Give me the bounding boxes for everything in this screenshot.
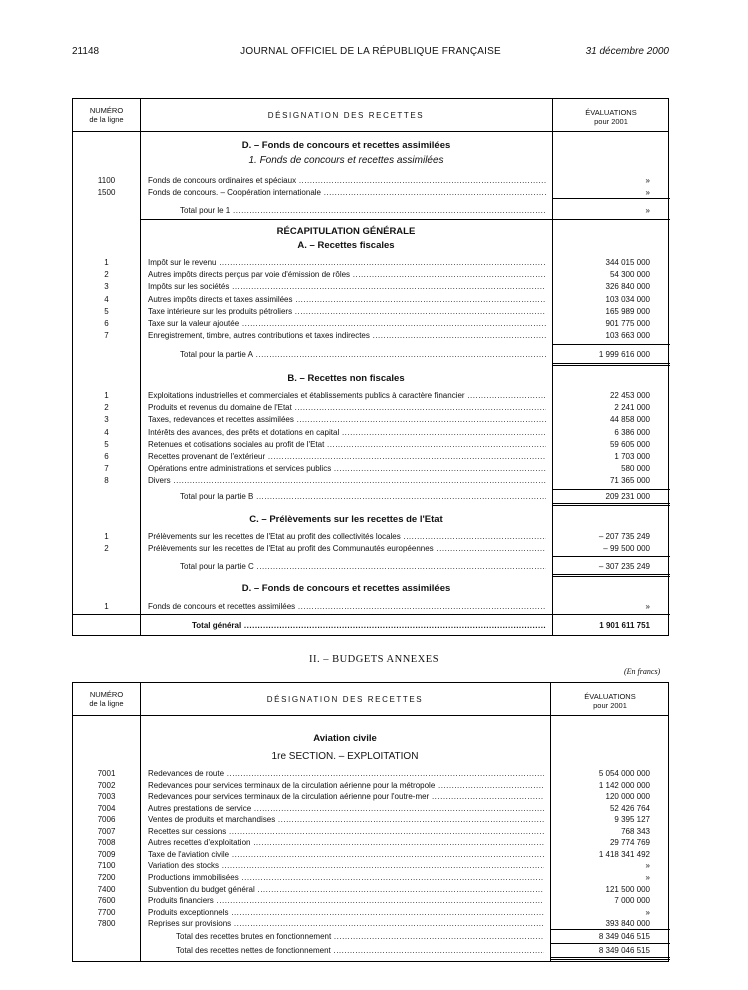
table-row [73,780,668,792]
total-row [73,945,668,957]
line-value: 768 343 [621,826,650,836]
line-number: 7002 [97,780,116,790]
line-number: 6 [104,319,109,328]
line-label: Enregistrement, timbre, autres contributions et taxes indirectes ..... [148,330,546,342]
line-value: » [645,907,650,917]
line-label: Redevances pour services terminaux de la circulation aérienne pour l'outre-mer ..... [148,791,544,803]
line-label: Autres impôts directs et taxes assimilées ..... [148,294,546,306]
line-label: Produits et revenus du domaine de l'Etat ..... [148,402,546,414]
line-number: 5 [104,306,109,316]
grand-total-row [73,620,668,632]
budget-title: Aviation civile [313,733,377,744]
line-label: Produits exceptionnels ..... [148,907,544,919]
line-number: 1 [104,391,109,400]
line-value: 580 000 [621,464,650,474]
total-rule [550,929,670,930]
line-value: » [645,872,650,882]
line-value: 1 703 000 [614,452,650,461]
line-value: – 207 735 249 [598,532,650,541]
section-subtitle: 1. Fonds de concours et recettes assimilées [248,155,444,166]
line-number: 7006 [97,815,116,825]
header-rule [73,715,668,716]
table-row [73,257,668,269]
total-label: Total pour la partie A ..... [180,349,546,361]
total-value: 209 231 000 [605,492,650,501]
total-rule [550,943,670,944]
line-value: » [645,861,650,871]
line-label: Fonds de concours et recettes assimilées ..... [148,601,546,613]
column-header-evaluation: ÉVALUATIONS pour 2001 [584,692,636,710]
line-label: Impôt sur le revenu ..... [148,257,546,269]
total-rule [140,219,670,220]
table-row [73,414,668,426]
total-rule [552,556,670,557]
table-row [73,318,668,330]
line-label: Ventes de produits et marchandises ..... [148,814,544,826]
total-value: 8 349 046 515 [598,932,650,941]
table-row [73,849,668,861]
line-label: Exploitations industrielles et commerciales et établissements publics à caractère financier ..... [148,390,546,402]
line-value: 29 774 769 [609,838,650,848]
aviation-civile-table [72,682,669,962]
column-header-number: NUMÉRO de la ligne [89,106,124,124]
total-rule [552,344,670,345]
page-number: 21148 [72,46,100,57]
table-row [73,306,668,318]
table-row [73,281,668,293]
line-number: 7200 [97,872,116,882]
total-rule [552,489,670,490]
line-label: Intérêts des avances, des prêts et dotations en capital ..... [148,427,546,439]
line-number: 1 [104,532,109,541]
line-label: Fonds de concours. – Coopération internationale ..... [148,187,546,199]
currency-unit: (En francs) [624,667,661,676]
column-header-designation: DÉSIGNATION DES RECETTES [267,111,425,120]
total-row [73,931,668,943]
table-row [73,884,668,896]
line-value: 103 034 000 [605,294,650,304]
line-label: Redevances pour services terminaux de la circulation aérienne pour la métropole ..... [148,780,544,792]
table-row [73,907,668,919]
line-number: 6 [104,452,109,461]
table-row [73,294,668,306]
line-value: 2 241 000 [614,403,650,413]
line-number: 7 [104,464,109,474]
line-value: 54 300 000 [609,270,650,280]
total-row [73,561,668,573]
line-label: Taxe intérieure sur les produits pétroliers ..... [148,306,546,318]
table-row [73,269,668,281]
table-row [73,330,668,342]
line-label: Autres recettes d'exploitation ..... [148,837,544,849]
line-number: 4 [104,427,109,437]
line-value: » [645,176,650,185]
line-label: Recettes provenant de l'extérieur ..... [148,451,546,463]
table-row [73,475,668,487]
total-rule [552,198,670,199]
table-row [73,837,668,849]
total-value: – 307 235 249 [598,562,650,571]
line-number: 7 [104,331,109,341]
line-number: 2 [104,403,109,413]
line-label: Fonds de concours ordinaires et spéciaux ..... [148,175,546,187]
line-number: 3 [104,415,109,425]
line-value: 71 365 000 [609,476,650,486]
line-label: Subvention du budget général ..... [148,884,544,896]
total-rule [73,614,670,615]
total-label: Total général ..... [192,620,546,632]
line-label: Opérations entre administrations et services publics ..... [148,463,546,475]
line-value: 22 453 000 [609,391,650,400]
line-label: Recettes sur cessions ..... [148,826,544,838]
table-row [73,402,668,414]
table-row [73,872,668,884]
line-value: 103 663 000 [605,331,650,341]
line-value: » [645,188,650,197]
line-value: 5 054 000 000 [598,769,650,778]
line-value: 7 000 000 [614,896,650,906]
line-label: Impôts sur les sociétés ..... [148,281,546,293]
table-row [73,427,668,439]
page-header [72,46,669,60]
line-number: 2 [104,544,109,553]
line-value: 165 989 000 [605,306,650,316]
line-label: Produits financiers ..... [148,895,544,907]
line-number: 1 [104,258,109,267]
line-label: Taxe de l'aviation civile ..... [148,849,544,861]
line-value: » [645,602,650,611]
table-row [73,543,668,555]
line-value: 52 426 764 [609,803,650,813]
header-rule [73,131,668,132]
table-row [73,390,668,402]
section-title: A. – Recettes fiscales [297,240,395,251]
line-number: 7004 [97,803,116,813]
budgets-annexes-title: II. – BUDGETS ANNEXES [308,654,440,665]
column-header-number: NUMÉRO de la ligne [89,690,124,708]
table-row [73,791,668,803]
line-number: 2 [104,270,109,280]
line-number: 3 [104,282,109,292]
total-rule [552,503,670,506]
total-label: Total pour le 1 ..... [180,205,546,217]
table-row [73,814,668,826]
table-row [73,451,668,463]
line-number: 1500 [97,188,116,197]
line-value: 1 142 000 000 [598,780,650,790]
table-row [73,826,668,838]
total-rule [552,363,670,366]
section-title: 1re SECTION. – EXPLOITATION [271,751,419,762]
line-number: 7003 [97,792,116,802]
line-number: 7800 [97,919,116,929]
line-number: 8 [104,476,109,486]
recap-title: RÉCAPITULATION GÉNÉRALE [276,226,416,237]
total-row [73,205,668,217]
total-label: Total des recettes brutes en fonctionnement ..... [176,931,544,943]
total-value: 8 349 046 515 [598,946,650,955]
table-row [73,531,668,543]
total-rule [550,957,670,960]
line-label: Prélèvements sur les recettes de l'Etat au profit des Communautés européennes ..... [148,543,546,555]
total-row [73,491,668,503]
line-value: 120 000 000 [605,792,650,802]
line-value: 9 395 127 [614,815,650,825]
line-label: Taxes, redevances et recettes assimilées ..... [148,414,546,426]
line-label: Variation des stocks ..... [148,860,544,872]
total-label: Total des recettes nettes de fonctionnement ..... [176,945,544,957]
budget-recap-table [72,98,669,636]
line-label: Taxe sur la valeur ajoutée ..... [148,318,546,330]
table-row [73,768,668,780]
line-value: 59 605 000 [609,439,650,449]
column-header-evaluation: ÉVALUATIONS pour 2001 [585,108,637,126]
total-label: Total pour la partie B ..... [180,491,546,503]
line-label: Retenues et cotisations sociales au profit de l'Etat ..... [148,439,546,451]
line-value: 901 775 000 [605,319,650,328]
line-value: 44 858 000 [609,415,650,425]
line-number: 7009 [97,849,116,859]
line-label: Divers ..... [148,475,546,487]
line-number: 7600 [97,896,116,906]
table-row [73,803,668,815]
line-number: 7100 [97,861,116,871]
table-row [73,175,668,187]
line-number: 5 [104,439,109,449]
line-value: 6 386 000 [614,427,650,437]
table-row [73,463,668,475]
line-number: 7008 [97,838,116,848]
line-value: 393 840 000 [605,919,650,929]
line-number: 1100 [97,176,116,185]
section-title: D. – Fonds de concours et recettes assimilées [241,583,451,594]
total-value: 1 999 616 000 [598,350,650,359]
column-header-designation: DÉSIGNATION DES RECETTES [266,695,424,704]
total-label: Total pour la partie C ..... [180,561,546,573]
table-row [73,439,668,451]
line-number: 1 [104,602,109,611]
line-label: Redevances de route ..... [148,768,544,780]
section-title: D. – Fonds de concours et recettes assimilées [241,140,451,151]
line-label: Prélèvements sur les recettes de l'Etat au profit des collectivités locales ..... [148,531,546,543]
section-title: C. – Prélèvements sur les recettes de l'Etat [249,514,443,525]
line-number: 7007 [97,826,116,836]
line-number: 4 [104,294,109,304]
total-value: 1 901 611 751 [599,621,650,630]
line-number: 7400 [97,884,116,894]
section-title: B. – Recettes non fiscales [287,373,405,384]
line-label: Autres prestations de service ..... [148,803,544,815]
table-row [73,601,668,613]
line-value: – 99 500 000 [603,544,650,553]
line-value: 344 015 000 [605,258,650,267]
line-value: 326 840 000 [605,282,650,292]
line-label: Autres impôts directs perçus par voie d'émission de rôles ..... [148,269,546,281]
table-row [73,895,668,907]
total-row [73,349,668,361]
issue-date: 31 décembre 2000 [585,46,669,57]
line-value: 121 500 000 [605,884,650,894]
journal-title: JOURNAL OFFICIEL DE LA RÉPUBLIQUE FRANÇAISE [240,46,501,57]
total-rule [552,574,670,577]
line-number: 7001 [97,769,116,778]
line-number: 7700 [97,907,116,917]
table-row [73,860,668,872]
line-value: 1 418 341 492 [598,849,650,859]
total-value: » [645,206,650,215]
line-label: Productions immobilisées ..... [148,872,544,884]
line-label: Reprises sur provisions ..... [148,918,544,930]
